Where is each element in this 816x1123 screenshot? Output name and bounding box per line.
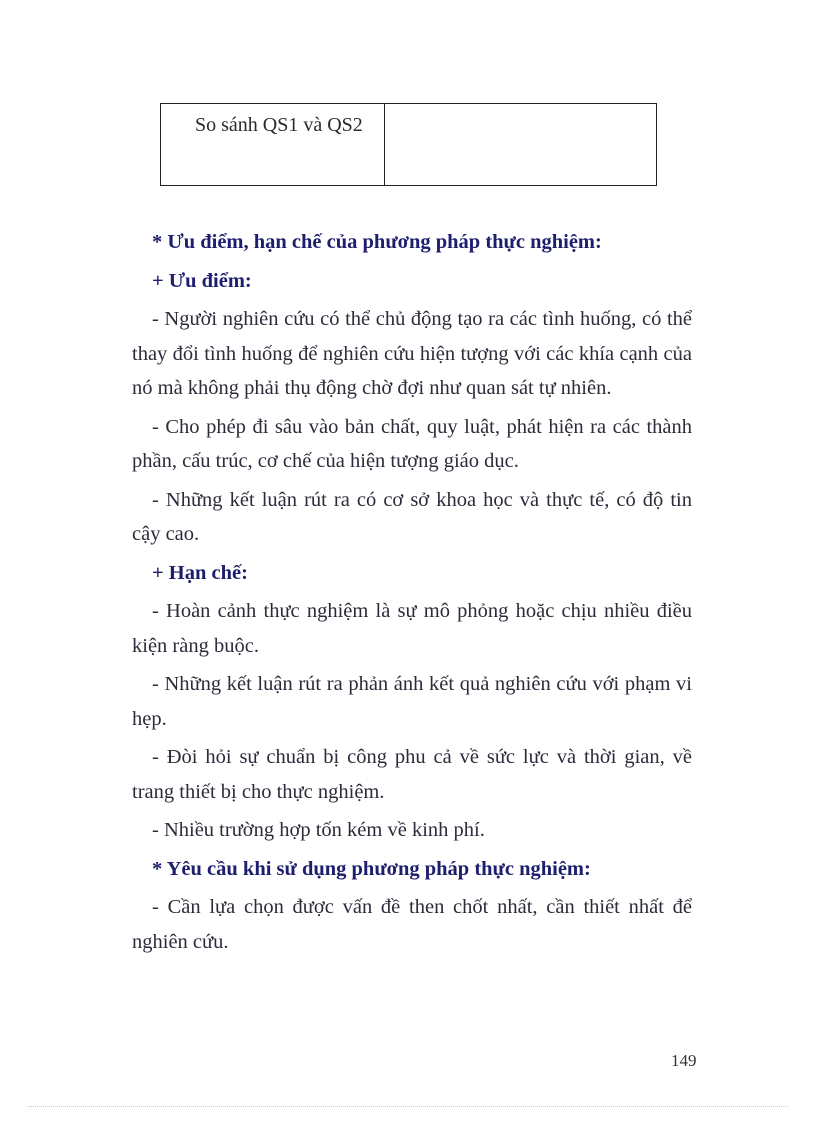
section-heading-requirements: * Yêu cầu khi sử dụng phương pháp thực nghiệm:: [152, 857, 591, 880]
paragraph: - Đòi hỏi sự chuẩn bị công phu cả về sức lực và thời gian, về trang thiết bị cho thực nghiệm.: [132, 746, 692, 803]
paragraph: - Những kết luận rút ra có cơ sở khoa học và thực tế, có độ tin cậy cao.: [132, 488, 692, 545]
paragraph: - Cho phép đi sâu vào bản chất, quy luật, phát hiện ra các thành phần, cấu trúc, cơ chế của hiện tượng giáo dục.: [132, 415, 692, 472]
subheading-advantages: + Ưu điểm:: [152, 269, 252, 292]
paragraph: - Những kết luận rút ra phản ánh kết quả nghiên cứu với phạm vi hẹp.: [132, 673, 692, 730]
paragraph: - Hoàn cảnh thực nghiệm là sự mô phỏng hoặc chịu nhiều điều kiện ràng buộc.: [132, 600, 692, 657]
paragraph: - Người nghiên cứu có thể chủ động tạo ra các tình huống, có thể thay đổi tình huống để nghiên cứu hiện tượng với các khía cạnh của nó mà không phải thụ động chờ đợi như quan sát tự nhiên.: [132, 308, 692, 399]
subheading-limitations: + Hạn chế:: [152, 561, 248, 584]
paragraph: - Cần lựa chọn được vấn đề then chốt nhất, cần thiết nhất để nghiên cứu.: [132, 896, 692, 953]
page-body: [132, 225, 692, 963]
table-row-label: So sánh QS1 và QS2: [195, 114, 363, 136]
section-heading-pros-cons: * Ưu điểm, hạn chế của phương pháp thực nghiệm:: [152, 231, 602, 253]
table-cell-value: [385, 104, 656, 185]
page-number: 149: [671, 1051, 697, 1070]
paragraph: - Nhiều trường hợp tốn kém về kinh phí.: [152, 819, 485, 841]
footer-divider: [28, 1106, 788, 1107]
table-cell-label: [161, 104, 385, 185]
comparison-table: [160, 103, 657, 186]
